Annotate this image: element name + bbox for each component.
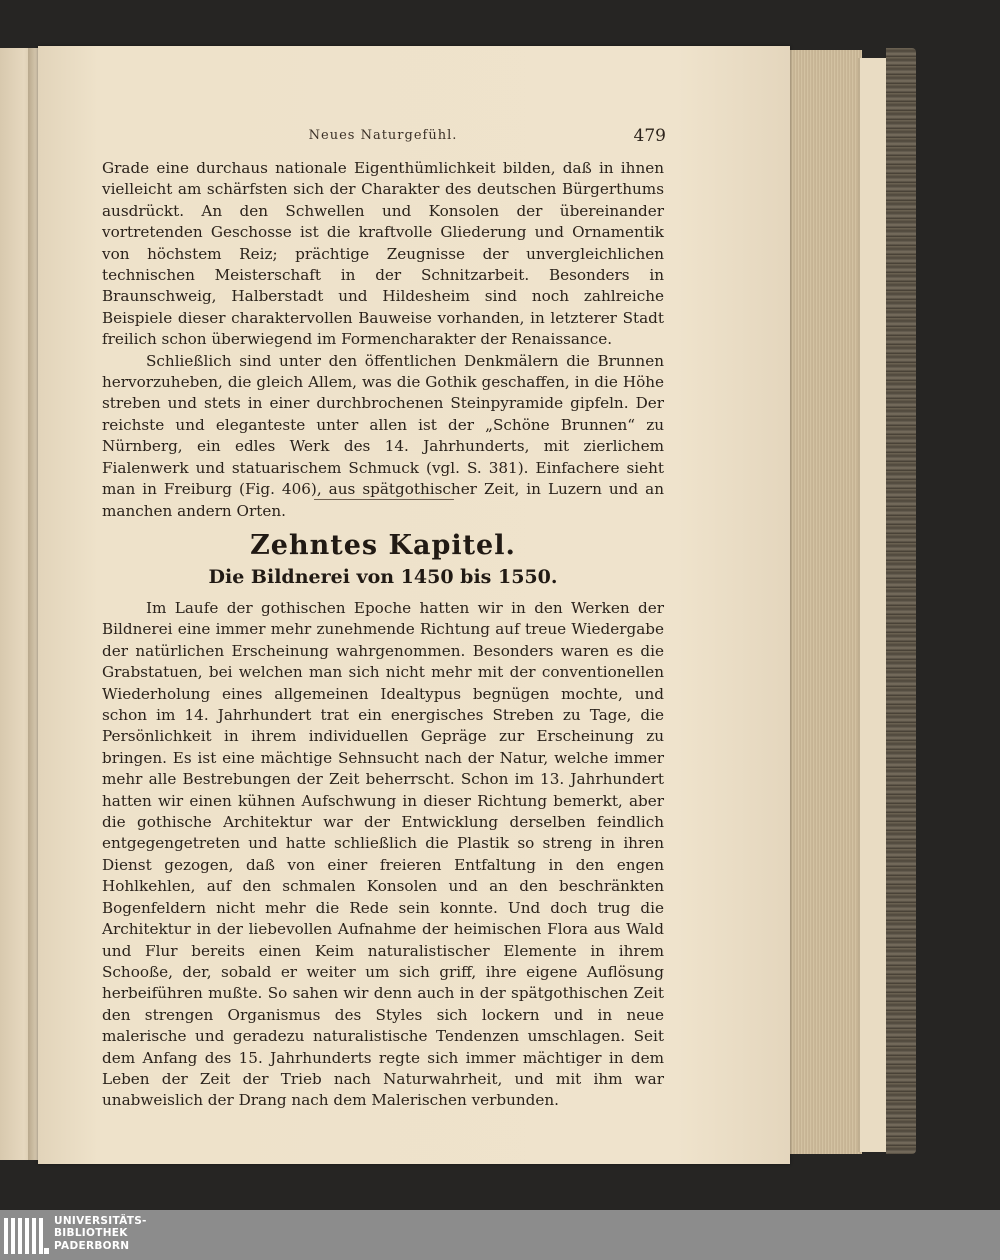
chapter-title: Zehntes Kapitel.	[250, 530, 516, 561]
chapter-subtitle: Die Bildnerei von 1450 bis 1550.	[208, 566, 558, 588]
running-title: Neues Naturgefühl.	[308, 128, 458, 143]
paragraph: Schließlich sind unter den öffentlichen Denkmälern die Brunnen hervorzuheben, die gleich Allem, was die Gothik geschaffen, in die Höhe streben und stets in einer durchbrochenen Steinpyramide gipfeln. Der reichste und eleganteste unter allen ist der „Schöne Brunnen“ zu Nürnberg, ein edles Werk des 14. Jahrhunderts, mit zierlichem Fialenwerk und statuarischem Schmuck (vgl. S. 381). Einfachere sieht man in Freiburg (Fig. 406), aus spätgothischer Zeit, in Luzern und an manchen andern Orten.	[102, 351, 664, 520]
paragraph: Im Laufe der gothischen Epoche hatten wir in den Werken der Bildnerei eine immer mehr zunehmende Richtung auf treue Wiedergabe der natürlichen Erscheinung wahrgenommen. Besonders waren es die Grabstatuen, bei welchen man sich nicht mehr mit der conventionellen Wiederholung eines allgemeinen Idealtypus begnügen mochte, und schon im 14. Jahrhundert trat ein energisches Streben zu Tage, die Persönlichkeit in ihrem individuellen Gepräge zur Erscheinung zu bringen. Es ist eine mächtige Sehnsucht nach der Natur, welche immer mehr alle Bestrebungen der Zeit beherrscht. Schon im 13. Jahrhundert hatten wir einen kühnen Aufschwung in dieser Richtung bemerkt, aber die gothische Architektur war der Entwicklung derselben feindlich entgegengetreten und hatte schließlich die Plastik so streng in ihren Dienst gezogen, daß von einer freieren Entfaltung in den engen Hohlkehlen, auf den schmalen Konsolen und an den beschränkten Bogenfeldern nicht mehr die Rede sein konnte. Und doch trug die Architektur in der liebevollen Aufnahme der heimischen Flora aus Wald und Flur bereits einen Keim naturalistischer Elemente in ihrem Schooße, der, sobald er weiter um sich griff, ihre eigene Auflösung herbeiführen mußte. So sahen wir denn auch in der spätgothischen Zeit den strengen Organismus des Styles sich lockern und in neue malerische und geradezu naturalistische Tendenzen umschlagen. Seit dem Anfang des 15. Jahrhunderts regte sich immer mächtiger in dem Leben der Zeit der Trieb nach Naturwahrheit, und mit ihm war unabweislich der Drang nach dem Malerischen verbunden.	[102, 599, 664, 1110]
library-footer	[0, 1210, 1000, 1260]
body-text-top	[102, 158, 664, 522]
library-name-line: PADERBORN	[54, 1239, 130, 1252]
section-divider	[314, 499, 454, 500]
library-name-line: BIBLIOTHEK	[54, 1227, 128, 1240]
library-name	[54, 1215, 147, 1252]
book-cover-edge	[886, 48, 916, 1154]
library-name-line: UNIVERSITÄTS-	[54, 1215, 147, 1227]
paragraph: Grade eine durchaus nationale Eigenthümlichkeit bilden, daß in ihnen vielleicht am schärfsten sich der Charakter des deutschen Bürgerthums ausdrückt. An den Schwellen und Konsolen der übereinander vortretenden Geschosse ist die kraftvolle Gliederung und Ornamentik von höchstem Reiz; prächtige Zeugnisse der unvergleichlichen technischen Meisterschaft in der Schnitzarbeit. Besonders in Braunschweig, Halberstadt und Hildesheim sind noch zahlreiche Beispiele dieser charaktervollen Bauweise vorhanden, in letzterer Stadt freilich schon überwiegend im Formencharakter der Renaissance.	[102, 159, 664, 349]
page-number: 479	[633, 126, 666, 146]
library-logo-icon	[4, 1214, 50, 1258]
body-text-chapter	[102, 598, 664, 1112]
page-header	[100, 126, 666, 150]
page-edges	[780, 50, 862, 1154]
